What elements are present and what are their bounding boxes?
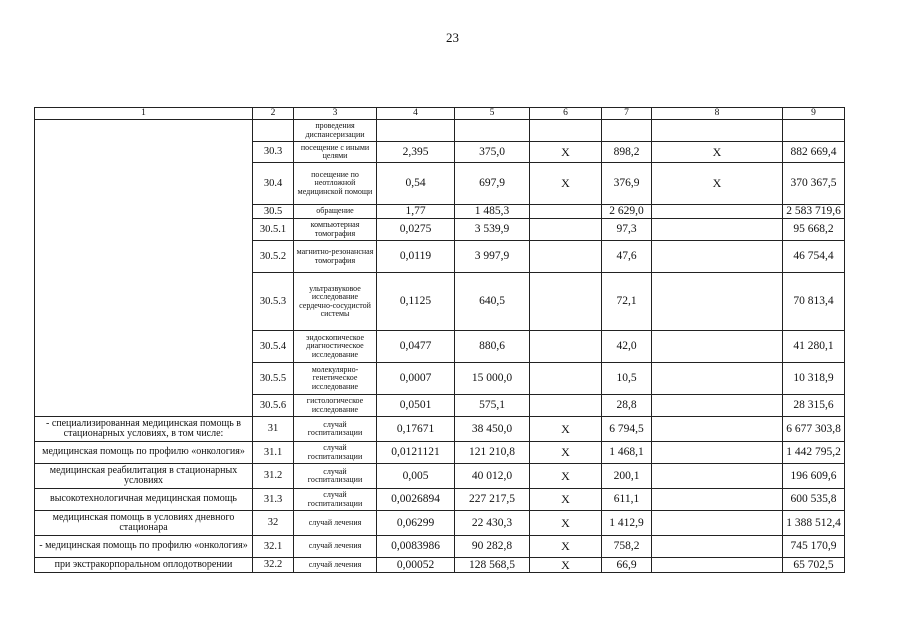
column-5-cell bbox=[530, 120, 602, 142]
column-4-cell: 227 217,5 bbox=[455, 489, 530, 511]
row-code-cell: 30.5.2 bbox=[253, 241, 294, 273]
column-7-cell bbox=[652, 489, 783, 511]
table-row bbox=[35, 464, 845, 489]
column-3-cell: 0,06299 bbox=[377, 511, 455, 536]
column-5-cell bbox=[530, 273, 602, 331]
column-3-cell: 2,395 bbox=[377, 142, 455, 163]
column-8-cell: 882 669,4 bbox=[783, 142, 845, 163]
unit-cell: эндоскопическое диагностическое исследование bbox=[294, 331, 377, 363]
column-8-cell: 41 280,1 bbox=[783, 331, 845, 363]
column-4-cell: 121 210,8 bbox=[455, 442, 530, 464]
column-5-cell: X bbox=[530, 489, 602, 511]
unit-cell: проведения диспансеризации bbox=[294, 120, 377, 142]
column-5-cell: X bbox=[530, 417, 602, 442]
row-code-cell: 30.4 bbox=[253, 163, 294, 205]
column-6-cell: 200,1 bbox=[602, 464, 652, 489]
column-6-cell: 10,5 bbox=[602, 363, 652, 395]
column-7-cell bbox=[652, 241, 783, 273]
column-number: 2 bbox=[253, 108, 294, 120]
column-number: 7 bbox=[602, 108, 652, 120]
column-6-cell: 758,2 bbox=[602, 536, 652, 558]
column-4-cell: 90 282,8 bbox=[455, 536, 530, 558]
column-number-row bbox=[35, 108, 845, 120]
column-5-cell bbox=[530, 219, 602, 241]
row-code-cell: 32.2 bbox=[253, 558, 294, 573]
row-name-cell: медицинская помощь по профилю «онкология» bbox=[35, 442, 253, 464]
column-7-cell bbox=[652, 536, 783, 558]
column-8-cell: 2 583 719,6 bbox=[783, 205, 845, 219]
row-code-cell: 31.2 bbox=[253, 464, 294, 489]
column-5-cell: X bbox=[530, 464, 602, 489]
column-5-cell: X bbox=[530, 511, 602, 536]
row-name-cell: - специализированная медицинская помощь в стационарных условиях, в том числе: bbox=[35, 417, 253, 442]
column-8-cell: 745 170,9 bbox=[783, 536, 845, 558]
column-6-cell: 66,9 bbox=[602, 558, 652, 573]
column-7-cell bbox=[652, 205, 783, 219]
column-8-cell: 370 367,5 bbox=[783, 163, 845, 205]
column-3-cell: 0,0477 bbox=[377, 331, 455, 363]
unit-cell: ультразвуковое исследование сердечно-сосудистой системы bbox=[294, 273, 377, 331]
column-5-cell: X bbox=[530, 163, 602, 205]
column-5-cell: X bbox=[530, 536, 602, 558]
table-row bbox=[35, 489, 845, 511]
row-code-cell: 30.5.5 bbox=[253, 363, 294, 395]
column-8-cell: 196 609,6 bbox=[783, 464, 845, 489]
column-3-cell: 0,00052 bbox=[377, 558, 455, 573]
row-code-cell: 30.5.3 bbox=[253, 273, 294, 331]
row-code-cell: 31 bbox=[253, 417, 294, 442]
column-6-cell bbox=[602, 120, 652, 142]
column-6-cell: 2 629,0 bbox=[602, 205, 652, 219]
unit-cell: гистологическое исследование bbox=[294, 395, 377, 417]
column-3-cell: 0,0119 bbox=[377, 241, 455, 273]
column-4-cell: 1 485,3 bbox=[455, 205, 530, 219]
column-4-cell: 640,5 bbox=[455, 273, 530, 331]
column-6-cell: 611,1 bbox=[602, 489, 652, 511]
unit-cell: посещение с иными целями bbox=[294, 142, 377, 163]
column-number: 4 bbox=[377, 108, 455, 120]
page-number: 23 bbox=[446, 30, 459, 45]
column-3-cell: 0,0007 bbox=[377, 363, 455, 395]
row-code-cell: 31.1 bbox=[253, 442, 294, 464]
column-7-cell bbox=[652, 558, 783, 573]
column-8-cell: 600 535,8 bbox=[783, 489, 845, 511]
column-6-cell: 47,6 bbox=[602, 241, 652, 273]
column-number: 5 bbox=[455, 108, 530, 120]
unit-cell: молекулярно-генетическое исследование bbox=[294, 363, 377, 395]
column-5-cell: X bbox=[530, 442, 602, 464]
row-name-cell: - медицинская помощь по профилю «онкология» bbox=[35, 536, 253, 558]
column-5-cell bbox=[530, 205, 602, 219]
column-7-cell bbox=[652, 417, 783, 442]
unit-cell: магнитно-резонансная томография bbox=[294, 241, 377, 273]
column-6-cell: 6 794,5 bbox=[602, 417, 652, 442]
column-4-cell: 575,1 bbox=[455, 395, 530, 417]
column-4-cell: 375,0 bbox=[455, 142, 530, 163]
column-8-cell bbox=[783, 120, 845, 142]
column-6-cell: 1 468,1 bbox=[602, 442, 652, 464]
row-code-cell: 30.5.4 bbox=[253, 331, 294, 363]
column-number: 9 bbox=[783, 108, 845, 120]
column-8-cell: 95 668,2 bbox=[783, 219, 845, 241]
column-4-cell bbox=[455, 120, 530, 142]
column-6-cell: 1 412,9 bbox=[602, 511, 652, 536]
column-number: 3 bbox=[294, 108, 377, 120]
column-4-cell: 697,9 bbox=[455, 163, 530, 205]
column-5-cell bbox=[530, 395, 602, 417]
column-7-cell bbox=[652, 273, 783, 331]
column-4-cell: 128 568,5 bbox=[455, 558, 530, 573]
column-number: 8 bbox=[652, 108, 783, 120]
row-code-cell: 32 bbox=[253, 511, 294, 536]
column-5-cell: X bbox=[530, 142, 602, 163]
unit-cell: случай лечения bbox=[294, 536, 377, 558]
column-6-cell: 97,3 bbox=[602, 219, 652, 241]
column-6-cell: 28,8 bbox=[602, 395, 652, 417]
column-4-cell: 15 000,0 bbox=[455, 363, 530, 395]
column-8-cell: 10 318,9 bbox=[783, 363, 845, 395]
unit-cell: случай лечения bbox=[294, 558, 377, 573]
row-name-cell bbox=[35, 120, 253, 417]
column-3-cell: 0,0026894 bbox=[377, 489, 455, 511]
column-4-cell: 880,6 bbox=[455, 331, 530, 363]
unit-cell: случай госпитализации bbox=[294, 489, 377, 511]
column-7-cell bbox=[652, 120, 783, 142]
table-row bbox=[35, 511, 845, 536]
column-number: 6 bbox=[530, 108, 602, 120]
column-8-cell: 1 388 512,4 bbox=[783, 511, 845, 536]
table-row bbox=[35, 536, 845, 558]
column-4-cell: 38 450,0 bbox=[455, 417, 530, 442]
data-table bbox=[34, 107, 845, 573]
column-3-cell bbox=[377, 120, 455, 142]
column-3-cell: 0,005 bbox=[377, 464, 455, 489]
row-code-cell: 30.5 bbox=[253, 205, 294, 219]
column-8-cell: 46 754,4 bbox=[783, 241, 845, 273]
column-3-cell: 0,17671 bbox=[377, 417, 455, 442]
column-5-cell bbox=[530, 241, 602, 273]
column-3-cell: 0,0501 bbox=[377, 395, 455, 417]
table-row bbox=[35, 442, 845, 464]
column-7-cell bbox=[652, 395, 783, 417]
column-7-cell bbox=[652, 219, 783, 241]
column-8-cell: 28 315,6 bbox=[783, 395, 845, 417]
unit-cell: случай госпитализации bbox=[294, 442, 377, 464]
column-3-cell: 1,77 bbox=[377, 205, 455, 219]
column-8-cell: 65 702,5 bbox=[783, 558, 845, 573]
unit-cell: случай госпитализации bbox=[294, 417, 377, 442]
column-6-cell: 42,0 bbox=[602, 331, 652, 363]
column-6-cell: 376,9 bbox=[602, 163, 652, 205]
row-code-cell: 32.1 bbox=[253, 536, 294, 558]
column-5-cell bbox=[530, 331, 602, 363]
column-5-cell: X bbox=[530, 558, 602, 573]
unit-cell: обращение bbox=[294, 205, 377, 219]
table-row bbox=[35, 120, 845, 142]
column-4-cell: 3 539,9 bbox=[455, 219, 530, 241]
column-7-cell bbox=[652, 442, 783, 464]
row-code-cell: 30.3 bbox=[253, 142, 294, 163]
column-7-cell bbox=[652, 464, 783, 489]
column-4-cell: 40 012,0 bbox=[455, 464, 530, 489]
column-3-cell: 0,1125 bbox=[377, 273, 455, 331]
column-4-cell: 3 997,9 bbox=[455, 241, 530, 273]
column-3-cell: 0,0121121 bbox=[377, 442, 455, 464]
column-7-cell bbox=[652, 331, 783, 363]
column-3-cell: 0,0275 bbox=[377, 219, 455, 241]
row-code-cell bbox=[253, 120, 294, 142]
unit-cell: случай лечения bbox=[294, 511, 377, 536]
column-8-cell: 1 442 795,2 bbox=[783, 442, 845, 464]
table-row bbox=[35, 558, 845, 573]
row-code-cell: 30.5.1 bbox=[253, 219, 294, 241]
column-6-cell: 898,2 bbox=[602, 142, 652, 163]
unit-cell: компьютерная томография bbox=[294, 219, 377, 241]
column-6-cell: 72,1 bbox=[602, 273, 652, 331]
column-7-cell: X bbox=[652, 163, 783, 205]
column-3-cell: 0,0083986 bbox=[377, 536, 455, 558]
row-name-cell: медицинская реабилитация в стационарных условиях bbox=[35, 464, 253, 489]
column-8-cell: 6 677 303,8 bbox=[783, 417, 845, 442]
unit-cell: посещение по неотложной медицинской помощи bbox=[294, 163, 377, 205]
row-code-cell: 30.5.6 bbox=[253, 395, 294, 417]
row-code-cell: 31.3 bbox=[253, 489, 294, 511]
column-5-cell bbox=[530, 363, 602, 395]
table-row bbox=[35, 417, 845, 442]
column-4-cell: 22 430,3 bbox=[455, 511, 530, 536]
column-number: 1 bbox=[35, 108, 253, 120]
row-name-cell: медицинская помощь в условиях дневного стационара bbox=[35, 511, 253, 536]
column-7-cell bbox=[652, 511, 783, 536]
row-name-cell: при экстракорпоральном оплодотворении bbox=[35, 558, 253, 573]
column-7-cell bbox=[652, 363, 783, 395]
column-7-cell: X bbox=[652, 142, 783, 163]
row-name-cell: высокотехнологичная медицинская помощь bbox=[35, 489, 253, 511]
column-8-cell: 70 813,4 bbox=[783, 273, 845, 331]
column-3-cell: 0,54 bbox=[377, 163, 455, 205]
unit-cell: случай госпитализации bbox=[294, 464, 377, 489]
